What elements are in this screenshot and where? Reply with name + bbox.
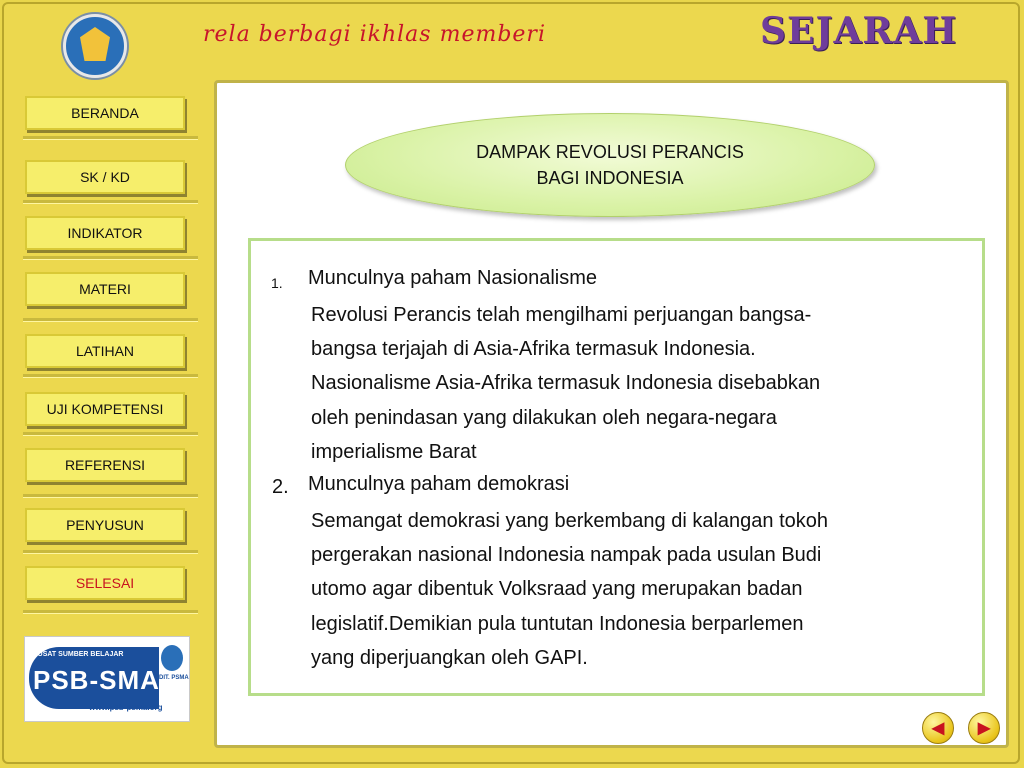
point-2-line: yang diperjuangkan oleh GAPI. (311, 646, 588, 669)
section-title (345, 113, 875, 217)
point-2-body (311, 504, 981, 675)
prev-button[interactable] (922, 712, 954, 744)
point-1-line: imperialisme Barat (311, 440, 477, 463)
psb-logo-subtitle: PUSAT SUMBER BELAJAR (33, 651, 124, 658)
point-1-line: Revolusi Perancis telah mengilhami perjuangan bangsa- (311, 304, 812, 326)
point-2-line: Semangat demokrasi yang berkembang di kalangan tokoh (311, 510, 828, 532)
menu-divider (23, 256, 198, 260)
menu-item-referensi[interactable]: REFERENSI (25, 448, 185, 482)
menu-divider (23, 550, 198, 554)
menu-divider (23, 610, 198, 614)
menu-item-selesai[interactable]: SELESAI (25, 566, 185, 600)
psb-logo-name: PSB-SMA (33, 665, 160, 695)
point-1-line: bangsa terjajah di Asia-Afrika termasuk Indonesia. (311, 338, 756, 361)
logo-emblem-icon (80, 27, 110, 61)
arrow-left-icon: ◀ (931, 720, 945, 737)
psb-sma-logo (24, 636, 190, 722)
point-1-body (311, 298, 981, 469)
next-button[interactable] (968, 712, 1000, 744)
menu-divider (23, 200, 198, 204)
point-2-line: pergerakan nasional Indonesia nampak pada usulan Budi (311, 544, 822, 567)
menu-item-materi[interactable]: MATERI (25, 272, 185, 306)
menu-item-indikator[interactable]: INDIKATOR (25, 216, 185, 250)
menu-item-uji-kompetensi[interactable]: UJI KOMPETENSI (25, 392, 185, 426)
menu-item-sk-kd[interactable]: SK / KD (25, 160, 185, 194)
tut-wuri-logo-icon (63, 14, 127, 78)
point-2-number: 2. (272, 476, 289, 498)
menu-item-latihan[interactable]: LATIHAN (25, 334, 185, 368)
point-2-line: legislatif.Demikian pula tuntutan Indonesia berparlemen (311, 612, 804, 635)
point-2-line: utomo agar dibentuk Volksraad yang merupakan badan (311, 578, 803, 601)
menu-divider (23, 494, 198, 498)
tagline: rela berbagi ikhlas memberi (203, 22, 546, 47)
menu-item-beranda[interactable]: BERANDA (25, 96, 185, 130)
section-title-line1: DAMPAK REVOLUSI PERANCIS (476, 142, 744, 162)
point-1-line: oleh penindasan yang dilakukan oleh negara-negara (311, 406, 777, 429)
menu-divider (23, 318, 198, 322)
menu-divider (23, 432, 198, 436)
section-title-line2: BAGI INDONESIA (536, 168, 684, 188)
menu-divider (23, 374, 198, 378)
arrow-right-icon: ▶ (977, 720, 991, 737)
menu-item-penyusun[interactable]: PENYUSUN (25, 508, 185, 542)
psma-emblem-icon (161, 645, 183, 671)
point-1-heading: Munculnya paham Nasionalisme (308, 267, 598, 289)
point-1-line: Nasionalisme Asia-Afrika termasuk Indonesia disebabkan (311, 372, 821, 395)
header (0, 0, 1024, 70)
menu-divider (23, 136, 198, 140)
point-2-heading: Munculnya paham demokrasi (308, 473, 570, 495)
page-title: SEJARAH (760, 10, 958, 52)
psb-logo-url: www.psb-psma.org (89, 703, 163, 712)
psb-logo-badge: DIT. PSMA (159, 675, 189, 681)
point-1-number: 1. (271, 275, 283, 291)
